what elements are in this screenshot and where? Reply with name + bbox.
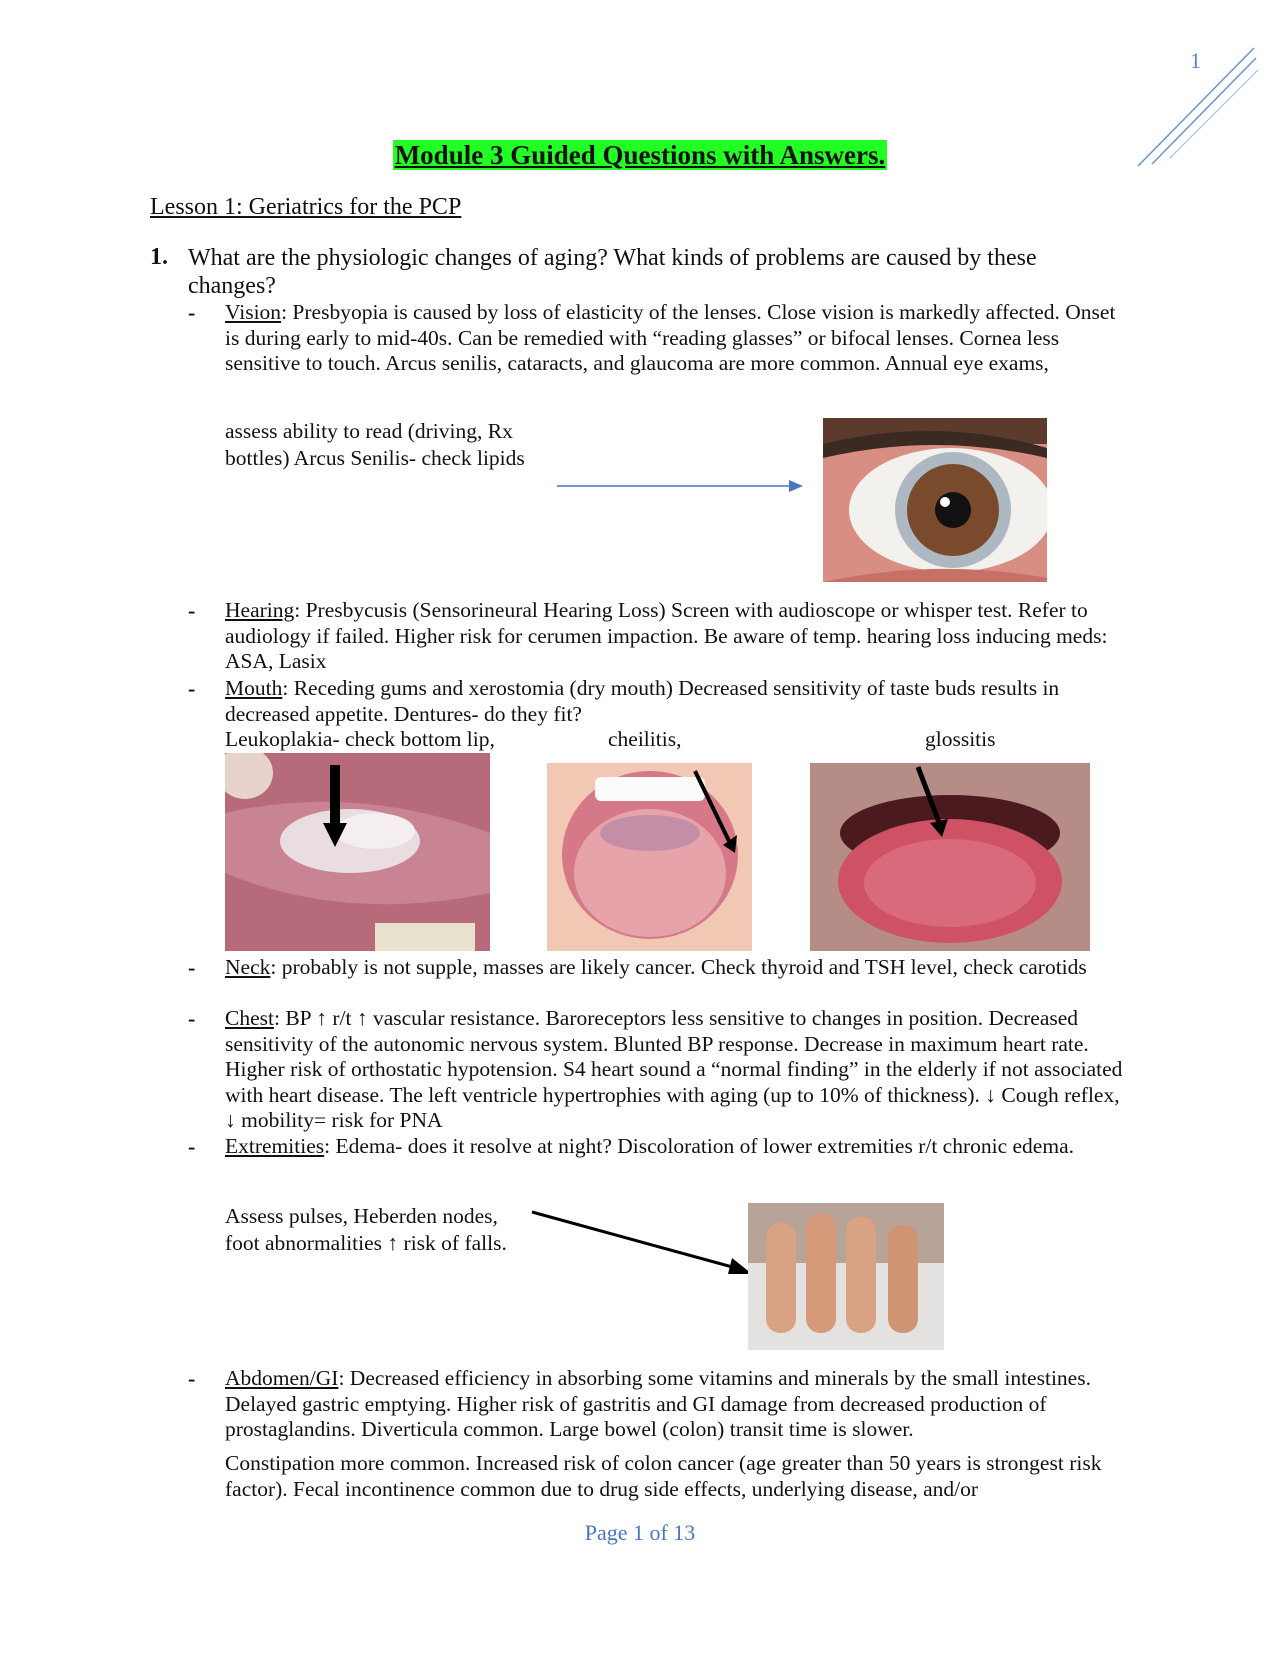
vision-note-line2: bottles) Arcus Senilis- check lipids: [225, 446, 525, 470]
chest-heading: Chest: [225, 1006, 274, 1030]
neck-text: : probably is not supple, masses are likely cancer. Check thyroid and TSH level, check carotids: [270, 955, 1087, 979]
question-text: What are the physiologic changes of aging? What kinds of problems are caused by these changes?: [188, 245, 1037, 299]
title-container: [0, 140, 1280, 171]
extremities-text: : Edema- does it resolve at night? Discoloration of lower extremities r/t chronic edema.: [324, 1134, 1074, 1158]
extremities-paragraph: [225, 1134, 1125, 1160]
bullet-vision: -: [188, 300, 196, 325]
leukoplakia-image: [225, 753, 490, 951]
arcus-senilis-eye-image: [823, 418, 1047, 582]
extremities-note: [225, 1203, 507, 1257]
extremities-note-line1: Assess pulses, Heberden nodes,: [225, 1204, 498, 1228]
neck-paragraph: [225, 955, 1125, 979]
bullet-extremities: -: [188, 1134, 196, 1159]
extremities-arrow: [530, 1208, 755, 1278]
vision-note: [225, 418, 525, 472]
vision-heading: Vision: [225, 300, 282, 324]
vision-arrow: [555, 478, 805, 494]
abdomen-paragraph-2: Constipation more common. Increased risk of colon cancer (age greater than 50 years is strongest risk factor). Fecal incontinence common due to drug side effects, underlying disease, and/or: [225, 1451, 1102, 1501]
question-number: 1.: [150, 244, 168, 270]
mouth-caption-3: glossitis: [925, 727, 996, 751]
abdomen-text: : Decreased efficiency in absorbing some vitamins and minerals by the small intestines. Delayed gastric emptying. Higher risk of gastritis and GI damage from decreased production of prostaglandins. Diverticula common. Large bowel (colon) transit time is slower.: [225, 1366, 1091, 1441]
extremities-note-line2: foot abnormalities ↑ risk of falls.: [225, 1231, 507, 1255]
hearing-text: : Presbycusis (Sensorineural Hearing Loss) Screen with audioscope or whisper test. Refer to audiology if failed. Higher risk for cerumen impaction. Be aware of temp. hearing loss inducing meds: ASA, Lasix: [225, 598, 1108, 673]
bullet-abdomen: -: [188, 1366, 196, 1391]
bullet-neck: -: [188, 955, 196, 980]
mouth-text: : Receding gums and xerostomia (dry mouth) Decreased sensitivity of taste buds results in decreased appetite. Dentures- do they fit?: [225, 676, 1060, 726]
page-footer: Page 1 of 13: [584, 1520, 696, 1545]
chest-paragraph: [225, 1006, 1125, 1134]
glossitis-image: [810, 763, 1090, 951]
mouth-caption-1: Leukoplakia- check bottom lip,: [225, 727, 495, 751]
bullet-hearing: -: [188, 598, 196, 623]
extremities-heading: Extremities: [225, 1134, 325, 1158]
hearing-paragraph: [225, 598, 1125, 675]
mouth-paragraph: [225, 676, 1125, 727]
page-title: Module 3 Guided Questions with Answers.: [394, 140, 886, 170]
heberden-nodes-hands-image: [748, 1203, 944, 1350]
abdomen-heading: Abdomen/GI: [225, 1366, 339, 1390]
hearing-heading: Hearing: [225, 598, 295, 622]
abdomen-paragraph: [225, 1366, 1125, 1443]
vision-text: : Presbyopia is caused by loss of elasticity of the lenses. Close vision is markedly affected. Onset is during early to mid-40s. Can be remedied with “reading glasses” or bifocal lenses. Cornea less sensitive to touch. Arcus senilis, cataracts, and glaucoma are more common. Annual eye exams,: [225, 300, 1116, 375]
lesson-heading: Lesson 1: Geriatrics for the PCP: [150, 194, 462, 220]
vision-paragraph: [225, 300, 1125, 377]
header-page-number: 1: [1190, 48, 1201, 73]
cheilitis-image: [547, 763, 752, 951]
vision-note-line1: assess ability to read (driving, Rx: [225, 419, 513, 443]
neck-heading: Neck: [225, 955, 271, 979]
bullet-chest: -: [188, 1006, 196, 1031]
bullet-mouth: -: [188, 676, 196, 701]
mouth-caption-2: cheilitis,: [608, 727, 682, 751]
chest-text: : BP ↑ r/t ↑ vascular resistance. Baroreceptors less sensitive to changes in position. Decreased sensitivity of the autonomic nervous system. Blunted BP response. Decrease in maximum heart rate. Higher risk of orthostatic hypotension. S4 heart sound a “normal finding” in the elderly if not associated with heart disease. The left ventricle hypertrophies with aging (up to 10% of thickness). ↓ Cough reflex, ↓ mobility= risk for PNA: [225, 1006, 1123, 1132]
mouth-heading: Mouth: [225, 676, 283, 700]
